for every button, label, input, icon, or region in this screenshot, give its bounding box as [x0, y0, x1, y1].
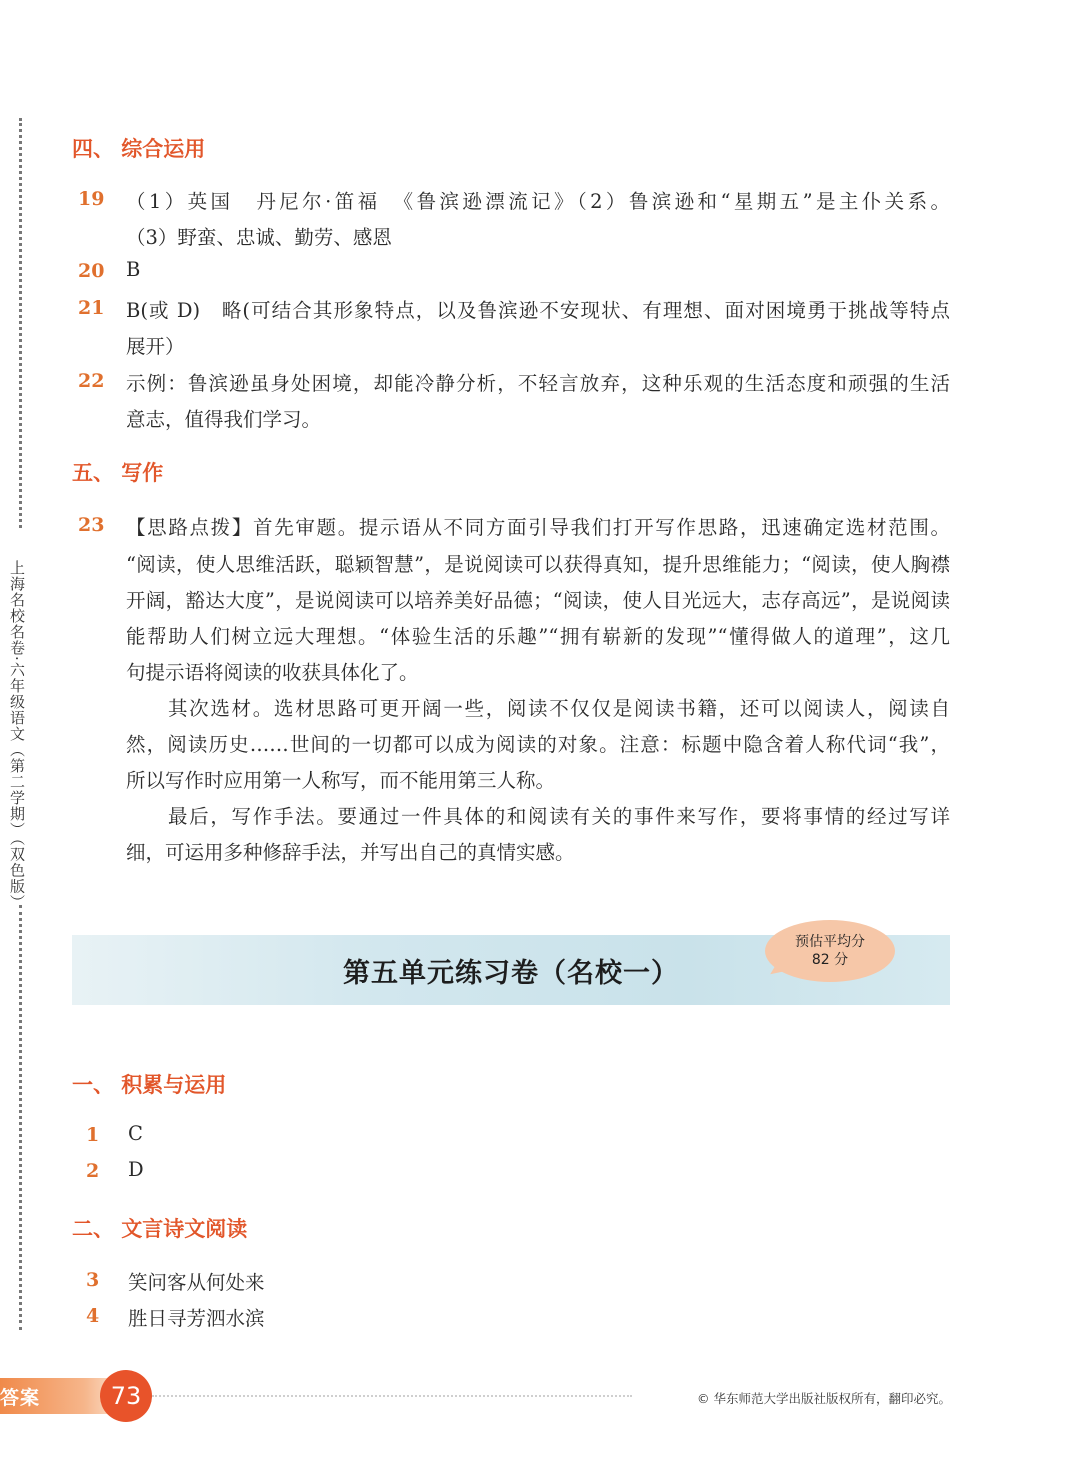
essay-guidance-line: 所以写作时应用第一人称写，而不能用第三人称。: [126, 769, 556, 792]
page-number: 73: [100, 1370, 152, 1422]
item-number: 4: [86, 1305, 100, 1327]
answer-line: B(或 D) 略(可结合其形象特点，以及鲁滨逊不安现状、有理想、面对困境勇于挑战等特点: [126, 299, 950, 322]
answer-line: 展开）: [126, 335, 185, 358]
answer-line: 意志，值得我们学习。: [126, 408, 322, 431]
answer-line: B: [126, 258, 141, 281]
footer-rule: [152, 1395, 632, 1397]
copyright-notice: © 华东师范大学出版社版权所有，翻印必究。: [697, 1391, 951, 1406]
item-number: 22: [78, 370, 105, 392]
answer-line: 胜日寻芳泗水滨: [128, 1307, 265, 1330]
binding-dotted-line-top: [19, 118, 22, 528]
binding-dotted-line-bottom: [19, 905, 22, 1330]
item-number: 23: [78, 514, 105, 536]
answer-line: C: [128, 1122, 143, 1145]
item-number: 1: [86, 1124, 100, 1146]
section-heading-accumulation: 一、 积累与运用: [72, 1073, 227, 1097]
item-number: 2: [86, 1160, 100, 1182]
answer-line: 示例：鲁滨逊虽身处困境，却能冷静分析，不轻言放弃，这种乐观的生活态度和顽强的生活: [126, 372, 950, 395]
item-number: 3: [86, 1269, 100, 1291]
badge-score: 82 分: [811, 952, 849, 968]
section-heading-writing: 五、 写作: [72, 461, 164, 485]
item-number: 19: [78, 188, 105, 210]
badge-label: 预估平均分: [795, 934, 865, 950]
essay-guidance-line: 能帮助人们树立远大理想。“体验生活的乐趣”“拥有崭新的发现”“懂得做人的道理”，这几: [126, 625, 950, 648]
essay-guidance-line: 开阔，豁达大度”，是说阅读可以培养美好品德；“阅读，使人目光远大，志存高远”，是说阅读: [126, 589, 950, 612]
essay-guidance-line: 最后，写作手法。要通过一件具体的和阅读有关的事件来写作，要将事情的经过写详: [168, 805, 950, 828]
item-number: 21: [78, 297, 105, 319]
essay-guidance-line: 【思路点拨】首先审题。提示语从不同方面引导我们打开写作思路，迅速确定选材范围。: [126, 516, 950, 539]
answer-tab-label: 答案: [0, 1387, 41, 1409]
section-heading-classical-reading: 二、 文言诗文阅读: [72, 1217, 248, 1241]
answer-line: D: [128, 1158, 144, 1181]
essay-guidance-line: 句提示语将阅读的收获具体化了。: [126, 661, 419, 684]
essay-guidance-line: “阅读，使人思维活跃，聪颖智慧”，是说阅读可以获得真知，提升思维能力；“阅读，使人胸襟: [126, 553, 950, 576]
side-book-title: 上海名校名卷·六年级语文（第二学期）（双色版）: [8, 560, 26, 911]
answer-line: （3）野蛮、忠诚、勤劳、感恩: [126, 226, 392, 249]
item-number: 20: [78, 260, 105, 282]
answer-line: 笑问客从何处来: [128, 1271, 265, 1294]
answer-line: （1）英国 丹尼尔·笛福 《鲁滨逊漂流记》（2）鲁滨逊和“星期五”是主仆关系。: [126, 190, 950, 213]
section-heading-comprehensive: 四、 综合运用: [72, 137, 206, 161]
essay-guidance-line: 然，阅读历史……世间的一切都可以成为阅读的对象。注意：标题中隐含着人称代词“我”，: [126, 733, 950, 756]
essay-guidance-line: 细，可运用多种修辞手法，并写出自己的真情实感。: [126, 841, 575, 864]
essay-guidance-line: 其次选材。选材思路可更开阔一些，阅读不仅仅是阅读书籍，还可以阅读人，阅读自: [168, 697, 950, 720]
unit-title: 第五单元练习卷（名校一）: [343, 958, 679, 989]
